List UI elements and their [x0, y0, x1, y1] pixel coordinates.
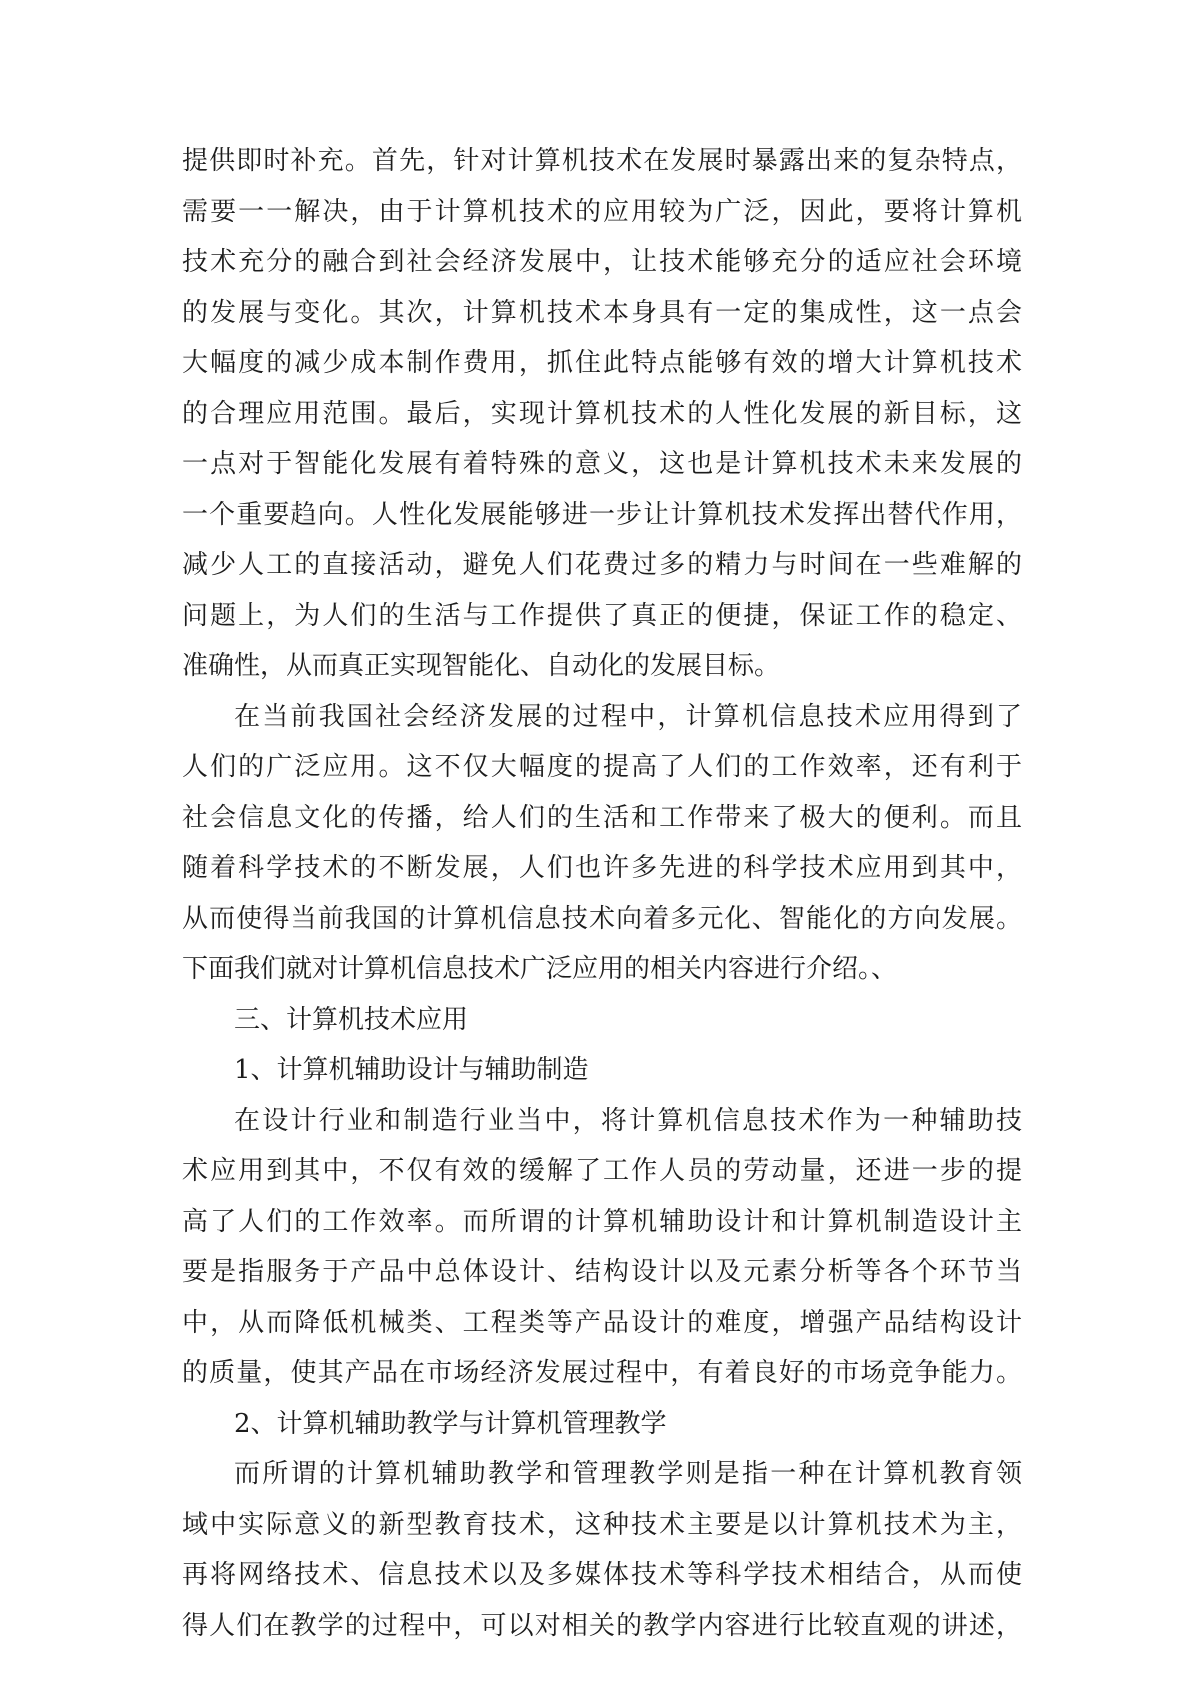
- text-line: 1、计算机辅助设计与辅助制造: [234, 1055, 589, 1085]
- text-line: 技术充分的融合到社会经济发展中，让技术能够充分的适应社会环境: [182, 247, 1022, 277]
- text-line: 人们的广泛应用。这不仅大幅度的提高了人们的工作效率，还有利于: [182, 752, 1022, 782]
- text-line: 的质量，使其产品在市场经济发展过程中，有着良好的市场竞争能力。: [182, 1358, 1022, 1388]
- text-line: 再将网络技术、信息技术以及多媒体技术等科学技术相结合，从而使: [182, 1560, 1022, 1590]
- text-line: 大幅度的减少成本制作费用，抓住此特点能够有效的增大计算机技术: [182, 348, 1022, 378]
- text-line: 而所谓的计算机辅助教学和管理教学则是指一种在计算机教育领: [234, 1459, 1022, 1489]
- text-line: 在当前我国社会经济发展的过程中，计算机信息技术应用得到了: [234, 701, 1022, 732]
- text-line: 提供即时补充。首先，针对计算机技术在发展时暴露出来的复杂特点，: [182, 146, 1022, 176]
- text-line: 需要一一解决，由于计算机技术的应用较为广泛，因此，要将计算机: [182, 196, 1022, 227]
- text-line: 术应用到其中，不仅有效的缓解了工作人员的劳动量，还进一步的提: [182, 1156, 1022, 1186]
- text-line: 要是指服务于产品中总体设计、结构设计以及元素分析等各个环节当: [182, 1257, 1022, 1287]
- text-line: 随着科学技术的不断发展，人们也许多先进的科学技术应用到其中，: [182, 853, 1022, 883]
- text-line: 在设计行业和制造行业当中，将计算机信息技术作为一种辅助技: [234, 1105, 1022, 1136]
- text-line: 中，从而降低机械类、工程类等产品设计的难度，增强产品结构设计: [182, 1307, 1022, 1338]
- text-line: 从而使得当前我国的计算机信息技术向着多元化、智能化的方向发展。: [182, 903, 1022, 934]
- text-line: 一点对于智能化发展有着特殊的意义，这也是计算机技术未来发展的: [182, 449, 1022, 479]
- text-line: 一个重要趋向。人性化发展能够进一步让计算机技术发挥出替代作用，: [182, 499, 1022, 530]
- text-line: 准确性，从而真正实现智能化、自动化的发展目标。: [182, 651, 781, 681]
- text-line: 下面我们就对计算机信息技术广泛应用的相关内容进行介绍。、: [182, 954, 898, 984]
- text-line: 的发展与变化。其次，计算机技术本身具有一定的集成性，这一点会: [182, 297, 1022, 328]
- text-line: 得人们在教学的过程中，可以对相关的教学内容进行比较直观的讲述，: [182, 1610, 1022, 1641]
- text-line: 的合理应用范围。最后，实现计算机技术的人性化发展的新目标，这: [182, 398, 1022, 429]
- text-line: 2、计算机辅助教学与计算机管理教学: [234, 1408, 667, 1439]
- text-line: 减少人工的直接活动，避免人们花费过多的精力与时间在一些难解的: [182, 550, 1022, 580]
- text-line: 三、计算机技术应用: [234, 1004, 469, 1035]
- body-text: [182, 136, 1022, 1651]
- text-line: 社会信息文化的传播，给人们的生活和工作带来了极大的便利。而且: [182, 802, 1022, 833]
- text-line: 域中实际意义的新型教育技术，这种技术主要是以计算机技术为主，: [182, 1509, 1022, 1540]
- text-line: 高了人们的工作效率。而所谓的计算机辅助设计和计算机制造设计主: [182, 1206, 1022, 1237]
- text-line: 问题上，为人们的生活与工作提供了真正的便捷，保证工作的稳定、: [182, 600, 1022, 631]
